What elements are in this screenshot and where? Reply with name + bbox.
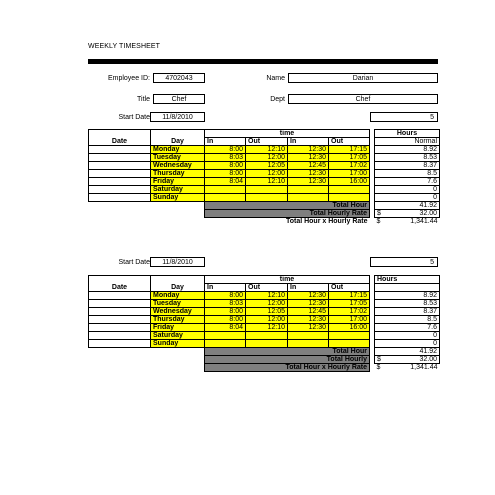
day-row (89, 316, 440, 324)
day-cell[interactable]: Saturday (151, 332, 205, 340)
day-row (89, 308, 440, 316)
time-out-cell[interactable]: 12:00 (246, 300, 288, 308)
timesheet-table (88, 275, 440, 372)
time-out-cell[interactable]: 17:00 (329, 170, 370, 178)
dept-label: Dept (270, 96, 285, 103)
hours-cell[interactable]: 0 (375, 340, 440, 348)
time-out-cell[interactable]: 17:02 (329, 162, 370, 170)
time-out-cell[interactable]: 12:05 (246, 162, 288, 170)
currency-symbol: $ (377, 210, 381, 217)
time-in-cell[interactable] (288, 186, 329, 194)
total-pay-label: Total Hour x Hourly Rate (205, 364, 370, 372)
time-in-cell[interactable] (205, 194, 246, 202)
hours-cell[interactable]: 0 (375, 186, 440, 194)
title-label: Title (137, 96, 150, 103)
time-in-cell[interactable] (205, 332, 246, 340)
hourly-rate-label: Total Hourly Rate (205, 210, 370, 218)
hourly-rate-cell[interactable] (375, 210, 440, 218)
blank (89, 348, 205, 356)
day-header: Day (151, 284, 205, 292)
blank (89, 202, 205, 210)
time-in-cell[interactable]: 8:00 (205, 146, 246, 154)
time-in-cell[interactable]: 8:00 (205, 308, 246, 316)
time-out-cell[interactable] (329, 194, 370, 202)
hourly-rate-label: Total Hourly (205, 356, 370, 364)
time-out-cell[interactable] (246, 194, 288, 202)
day-row (89, 300, 440, 308)
total-hour-value[interactable]: 41.92 (375, 348, 440, 356)
day-cell[interactable]: Monday (151, 146, 205, 154)
day-cell[interactable]: Wednesday (151, 308, 205, 316)
hours-cell[interactable]: 7.6 (375, 324, 440, 332)
start-date-field[interactable]: 11/8/2010 (150, 257, 205, 267)
time-header: time (205, 130, 370, 138)
time-in-cell[interactable]: 12:30 (288, 170, 329, 178)
hours-cell[interactable]: 8.37 (375, 162, 440, 170)
normal-header (375, 284, 440, 292)
time-header: time (205, 276, 370, 284)
time-in-cell[interactable]: 12:30 (288, 146, 329, 154)
total-pay-value: 1,341.44 (410, 218, 438, 225)
time-in-cell[interactable] (288, 340, 329, 348)
blank (89, 356, 205, 364)
day-cell[interactable]: Thursday (151, 170, 205, 178)
time-in-cell[interactable]: 12:30 (288, 292, 329, 300)
day-rows (89, 292, 440, 348)
time-in-cell[interactable] (288, 332, 329, 340)
date-cell[interactable] (89, 308, 151, 316)
in-header: In (205, 138, 246, 146)
week-number-field[interactable]: 5 (370, 257, 438, 267)
time-in-cell[interactable]: 12:45 (288, 162, 329, 170)
date-cell[interactable] (89, 186, 151, 194)
day-row (89, 186, 440, 194)
day-header: Day (151, 138, 205, 146)
start-date-label: Start Date (118, 259, 150, 266)
date-cell[interactable] (89, 162, 151, 170)
date-cell[interactable] (89, 324, 151, 332)
time-in-cell[interactable]: 8:03 (205, 154, 246, 162)
day-cell[interactable]: Sunday (151, 340, 205, 348)
time-in-cell[interactable]: 12:30 (288, 154, 329, 162)
time-out-cell[interactable] (329, 186, 370, 194)
date-cell[interactable] (89, 332, 151, 340)
start-date-field[interactable]: 11/8/2010 (150, 112, 205, 122)
time-out-cell[interactable]: 17:02 (329, 308, 370, 316)
time-out-cell[interactable]: 12:00 (246, 170, 288, 178)
time-out-cell[interactable] (329, 332, 370, 340)
total-pay-cell[interactable] (375, 364, 440, 372)
out-header: Out (329, 284, 370, 292)
time-in-cell[interactable]: 12:30 (288, 178, 329, 186)
employee-id-field[interactable]: 4702043 (153, 73, 205, 83)
date-cell[interactable] (89, 292, 151, 300)
time-in-cell[interactable]: 8:03 (205, 300, 246, 308)
day-row (89, 332, 440, 340)
date-header-blank (89, 276, 151, 284)
start-date-label: Start Date (118, 114, 150, 121)
time-out-cell[interactable]: 12:00 (246, 316, 288, 324)
hours-cell[interactable]: 8.5 (375, 170, 440, 178)
hourly-rate-value: 32.00 (419, 356, 437, 363)
time-in-cell[interactable] (205, 186, 246, 194)
time-out-cell[interactable]: 17:00 (329, 316, 370, 324)
day-row (89, 146, 440, 154)
time-in-cell[interactable]: 8:00 (205, 292, 246, 300)
time-in-cell[interactable]: 12:30 (288, 300, 329, 308)
hours-header: Hours (375, 276, 440, 284)
date-cell[interactable] (89, 178, 151, 186)
total-hour-label: Total Hour (205, 202, 370, 210)
day-row (89, 292, 440, 300)
time-out-cell[interactable] (329, 340, 370, 348)
timesheet-table (88, 129, 440, 225)
day-header-blank (151, 130, 205, 138)
day-cell[interactable]: Tuesday (151, 300, 205, 308)
date-header-blank (89, 130, 151, 138)
hours-cell[interactable]: 8.92 (375, 292, 440, 300)
time-out-cell[interactable]: 17:15 (329, 292, 370, 300)
hours-cell[interactable]: 8.53 (375, 154, 440, 162)
day-cell[interactable]: Saturday (151, 186, 205, 194)
blank (89, 364, 205, 372)
date-header: Date (89, 284, 151, 292)
date-cell[interactable] (89, 340, 151, 348)
in-header: In (288, 138, 329, 146)
date-cell[interactable] (89, 170, 151, 178)
date-cell[interactable] (89, 146, 151, 154)
day-cell[interactable]: Thursday (151, 316, 205, 324)
name-field[interactable]: Darian (288, 73, 438, 83)
date-cell[interactable] (89, 154, 151, 162)
time-out-cell[interactable]: 17:05 (329, 154, 370, 162)
date-header: Date (89, 138, 151, 146)
hours-cell[interactable]: 0 (375, 194, 440, 202)
blank (89, 210, 205, 218)
day-row (89, 170, 440, 178)
time-out-cell[interactable]: 16:00 (329, 178, 370, 186)
page-title: WEEKLY TIMESHEET (88, 43, 161, 50)
hourly-rate-value: 32.00 (419, 210, 437, 217)
blank (89, 218, 205, 226)
time-in-cell[interactable]: 8:00 (205, 162, 246, 170)
time-in-cell[interactable]: 12:45 (288, 308, 329, 316)
hours-cell[interactable]: 8.53 (375, 300, 440, 308)
dept-field[interactable]: Chef (288, 94, 438, 104)
day-cell[interactable]: Wednesday (151, 162, 205, 170)
time-out-cell[interactable]: 12:10 (246, 292, 288, 300)
hours-cell[interactable]: 8.5 (375, 316, 440, 324)
time-in-cell[interactable] (288, 194, 329, 202)
time-in-cell[interactable]: 8:00 (205, 316, 246, 324)
time-out-cell[interactable]: 12:05 (246, 308, 288, 316)
time-in-cell[interactable]: 12:30 (288, 316, 329, 324)
day-row (89, 194, 440, 202)
day-rows (89, 146, 440, 202)
day-cell[interactable]: Monday (151, 292, 205, 300)
time-out-cell[interactable]: 12:10 (246, 324, 288, 332)
time-out-cell[interactable] (246, 332, 288, 340)
time-in-cell[interactable] (205, 340, 246, 348)
total-hour-value[interactable]: 41.92 (375, 202, 440, 210)
total-pay-value: 1,341.44 (410, 364, 438, 372)
time-out-cell[interactable]: 12:10 (246, 146, 288, 154)
out-header: Out (246, 284, 288, 292)
day-row (89, 162, 440, 170)
time-in-cell[interactable]: 8:04 (205, 324, 246, 332)
time-out-cell[interactable]: 17:05 (329, 300, 370, 308)
in-header: In (288, 284, 329, 292)
time-out-cell[interactable] (246, 340, 288, 348)
currency-symbol: $ (377, 356, 381, 363)
name-label: Name (266, 75, 285, 82)
hours-cell[interactable]: 8.37 (375, 308, 440, 316)
date-cell[interactable] (89, 316, 151, 324)
title-field[interactable]: Chef (153, 94, 205, 104)
time-out-cell[interactable]: 12:00 (246, 154, 288, 162)
day-row (89, 154, 440, 162)
normal-header: Normal (375, 138, 440, 146)
time-out-cell[interactable]: 17:15 (329, 146, 370, 154)
hours-cell[interactable]: 0 (375, 332, 440, 340)
out-header: Out (329, 138, 370, 146)
day-row (89, 340, 440, 348)
time-out-cell[interactable] (246, 186, 288, 194)
time-out-cell[interactable]: 16:00 (329, 324, 370, 332)
in-header: In (205, 284, 246, 292)
hours-cell[interactable]: 7.6 (375, 178, 440, 186)
out-header: Out (246, 138, 288, 146)
hourly-rate-cell[interactable] (375, 356, 440, 364)
time-in-cell[interactable]: 8:04 (205, 178, 246, 186)
total-pay-label: Total Hour x Hourly Rate (285, 218, 368, 225)
day-row (89, 178, 440, 186)
day-cell[interactable]: Tuesday (151, 154, 205, 162)
day-header-blank (151, 276, 205, 284)
total-pay-cell[interactable] (375, 218, 440, 226)
day-cell[interactable]: Sunday (151, 194, 205, 202)
date-cell[interactable] (89, 194, 151, 202)
day-cell[interactable]: Friday (151, 324, 205, 332)
currency-symbol: $ (376, 364, 381, 372)
total-hour-label: Total Hour (205, 348, 370, 356)
employee-id-label: Employee ID: (107, 75, 150, 82)
time-in-cell[interactable]: 8:00 (205, 170, 246, 178)
time-out-cell[interactable]: 12:10 (246, 178, 288, 186)
header-divider (88, 59, 438, 64)
date-cell[interactable] (89, 300, 151, 308)
hours-cell[interactable]: 8.92 (375, 146, 440, 154)
hours-header: Hours (375, 130, 440, 138)
time-in-cell[interactable]: 12:30 (288, 324, 329, 332)
week-number-field[interactable]: 5 (370, 112, 438, 122)
day-cell[interactable]: Friday (151, 178, 205, 186)
currency-symbol: $ (376, 218, 381, 225)
day-row (89, 324, 440, 332)
